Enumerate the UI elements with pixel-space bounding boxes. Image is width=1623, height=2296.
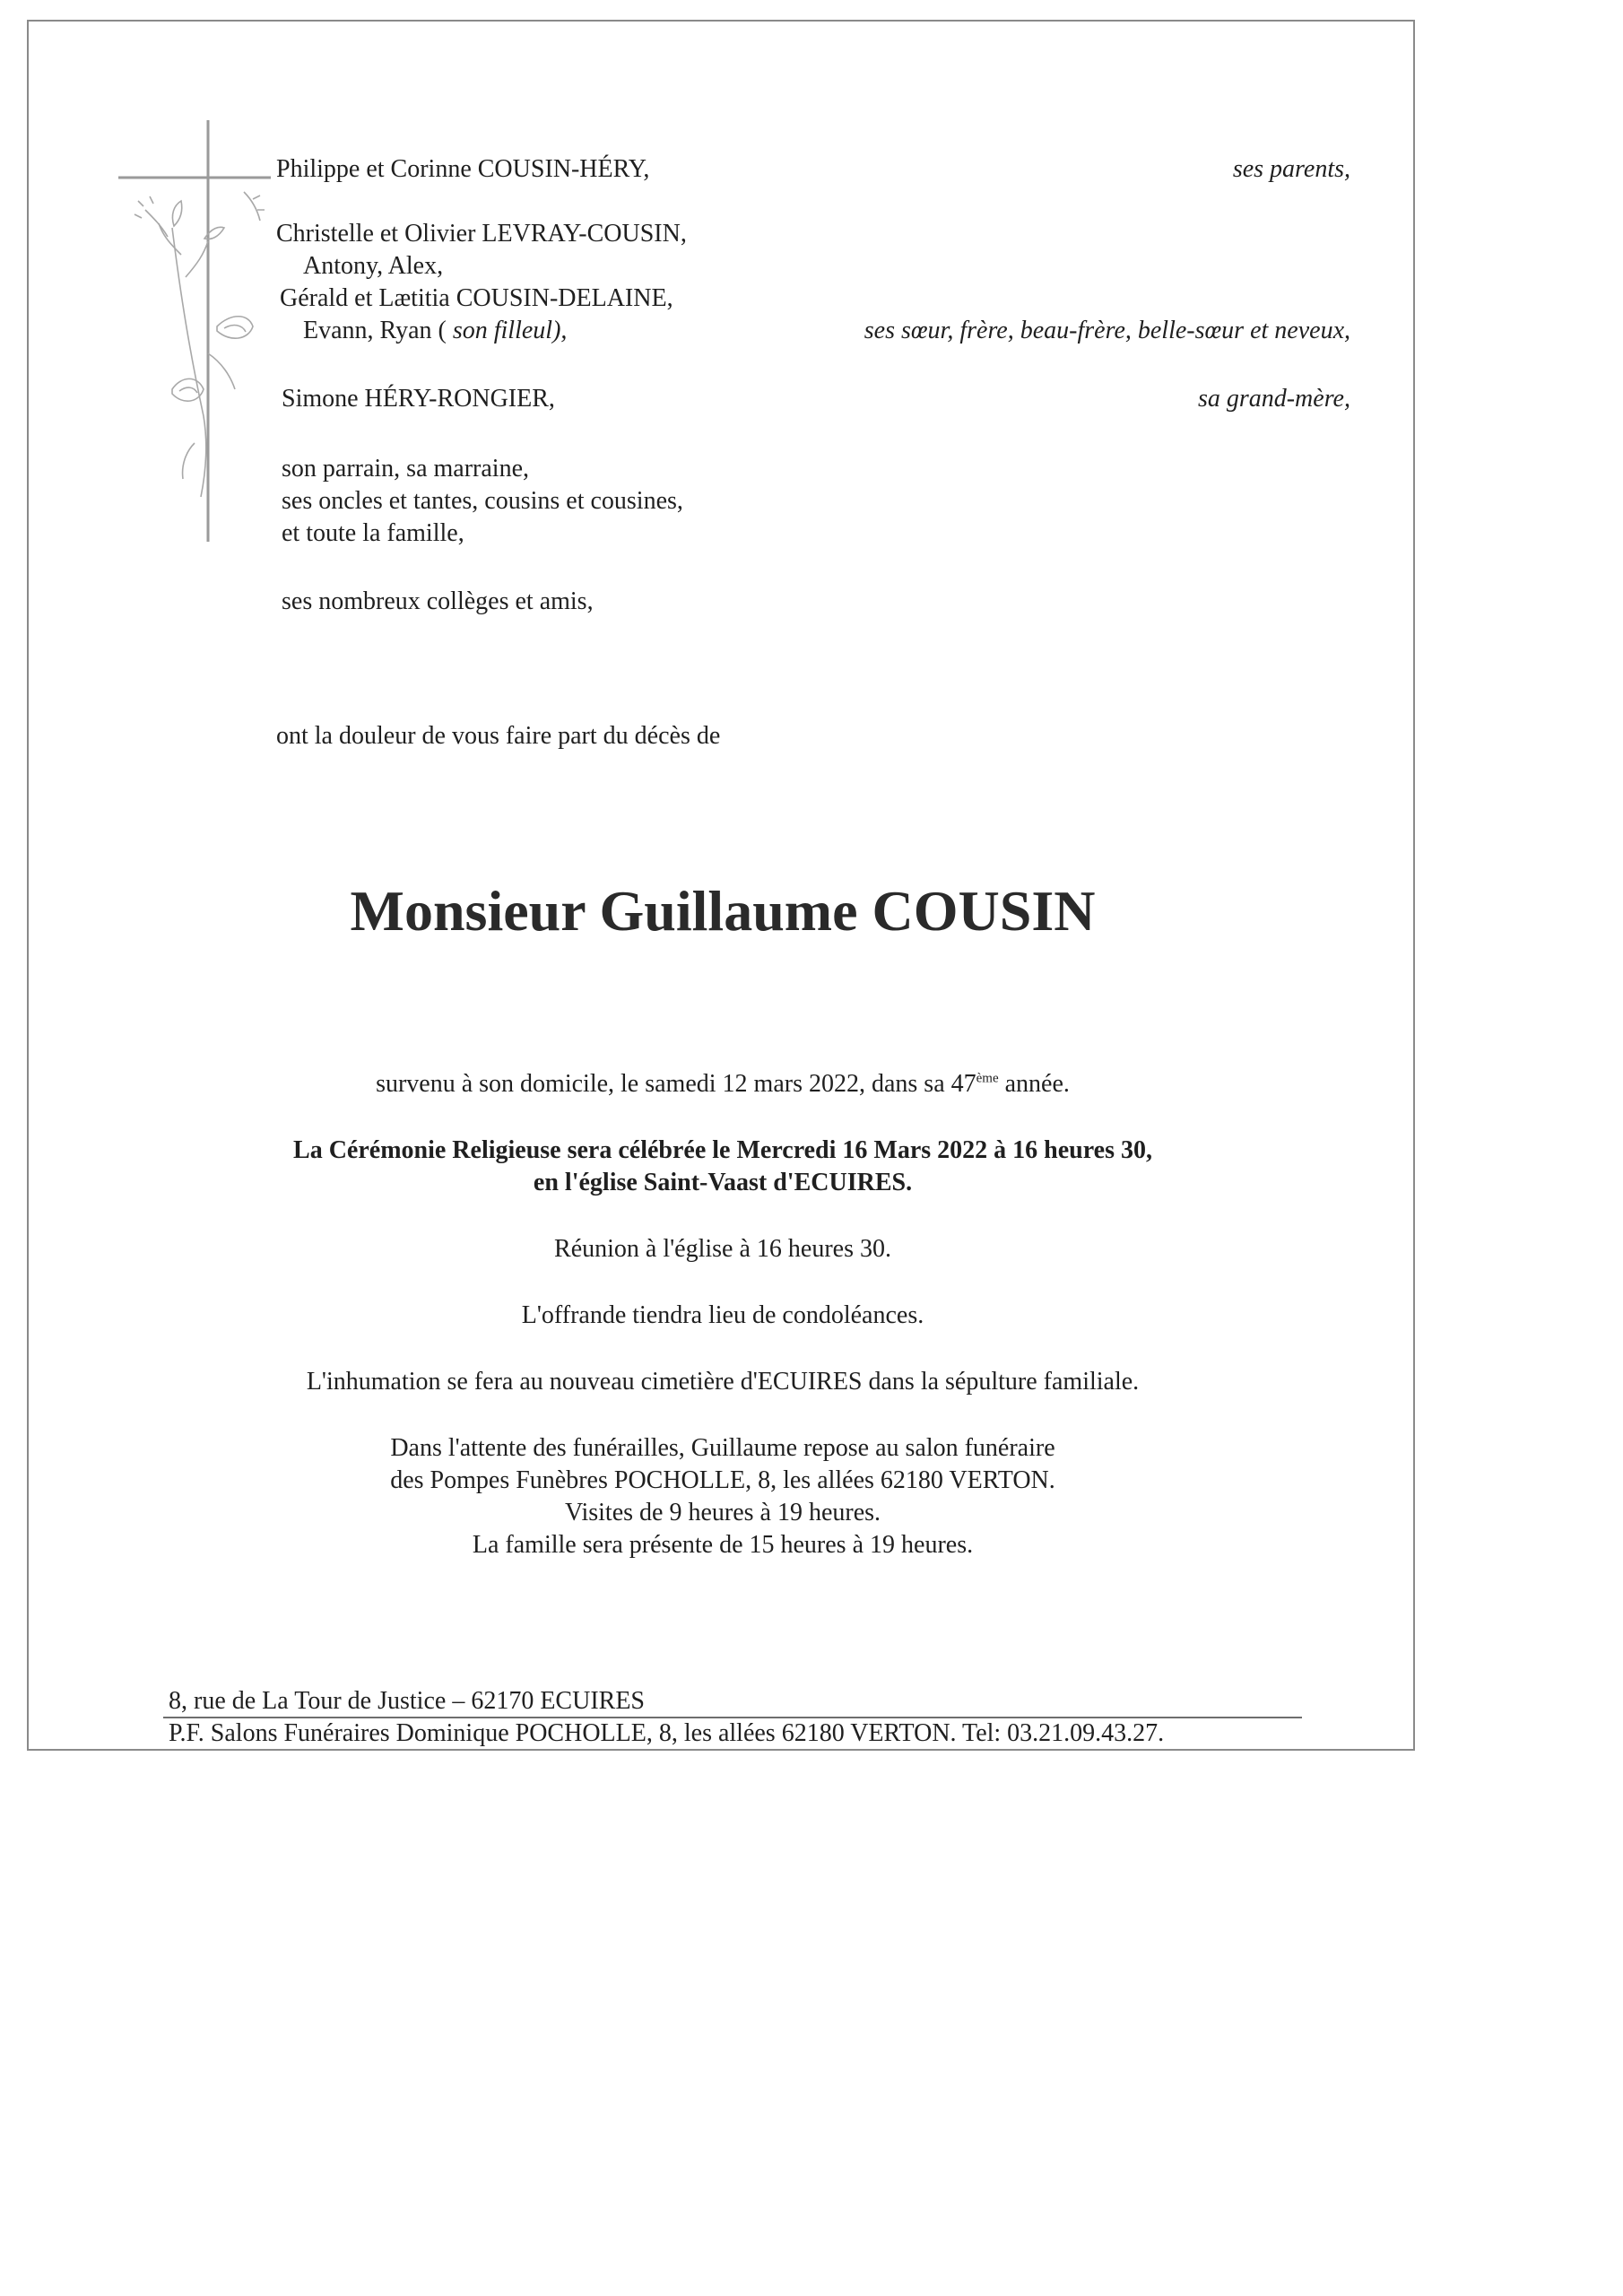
rest-line-3: Visites de 9 heures à 19 heures. — [564, 1499, 881, 1526]
siblings-line-1: Christelle et Olivier LEVRAY-COUSIN, — [276, 220, 687, 248]
death-line — [29, 1067, 1417, 1101]
notice-frame — [27, 20, 1415, 1751]
siblings-role: ses sœur, frère, beau-frère, belle-sœur et neveux, — [864, 317, 1350, 344]
parents-names: Philippe et Corinne COUSIN-HÉRY, — [276, 155, 650, 183]
others-line-3: et toute la famille, — [282, 519, 464, 547]
meeting-line: Réunion à l'église à 16 heures 30. — [554, 1235, 891, 1263]
footer-address: 8, rue de La Tour de Justice – 62170 ECUIRES — [169, 1687, 645, 1715]
burial-line: L'inhumation se fera au nouveau cimetière d'ECUIRES dans la sépulture familiale. — [306, 1368, 1140, 1396]
death-text-end: année. — [998, 1070, 1070, 1098]
siblings-line-4-names: Evann, Ryan ( — [303, 317, 453, 344]
godson-note: son filleul), — [452, 317, 568, 344]
death-text: survenu à son domicile, le samedi 12 mars 2022, dans sa 47 — [376, 1070, 976, 1098]
footer-funeral-home: P.F. Salons Funéraires Dominique POCHOLLE, 8, les allées 62180 VERTON. Tel: 03.21.09.43.27. — [169, 1719, 1165, 1747]
rest-line-1: Dans l'attente des funérailles, Guillaume repose au salon funéraire — [390, 1434, 1055, 1462]
grandmother-name: Simone HÉRY-RONGIER, — [282, 385, 555, 413]
others-line-2: ses oncles et tantes, cousins et cousines, — [282, 487, 683, 515]
ordinal-suffix: ème — [976, 1071, 999, 1086]
rest-line-4: La famille sera présente de 15 heures à 19 heures. — [472, 1531, 974, 1559]
announcement: ont la douleur de vous faire part du décès de — [276, 722, 721, 750]
ceremony-line-1: La Cérémonie Religieuse sera célébrée le Mercredi 16 Mars 2022 à 16 heures 30, — [293, 1136, 1152, 1164]
siblings-line-4 — [303, 316, 567, 346]
friends-line: ses nombreux collèges et amis, — [282, 587, 594, 615]
offering-line: L'offrande tiendra lieu de condoléances. — [521, 1301, 924, 1329]
deceased-name: Monsieur Guillaume COUSIN — [350, 879, 1096, 943]
siblings-line-2: Antony, Alex, — [303, 252, 444, 280]
others-line-1: son parrain, sa marraine, — [282, 455, 529, 483]
grandmother-role: sa grand-mère, — [1197, 385, 1350, 413]
rest-line-2: des Pompes Funèbres POCHOLLE, 8, les allées 62180 VERTON. — [390, 1466, 1055, 1494]
parents-role: ses parents, — [1232, 155, 1350, 183]
ceremony-line-2: en l'église Saint-Vaast d'ECUIRES. — [533, 1169, 913, 1196]
cross-with-flowers-icon — [118, 120, 289, 551]
siblings-line-3: Gérald et Lætitia COUSIN-DELAINE, — [280, 284, 673, 312]
